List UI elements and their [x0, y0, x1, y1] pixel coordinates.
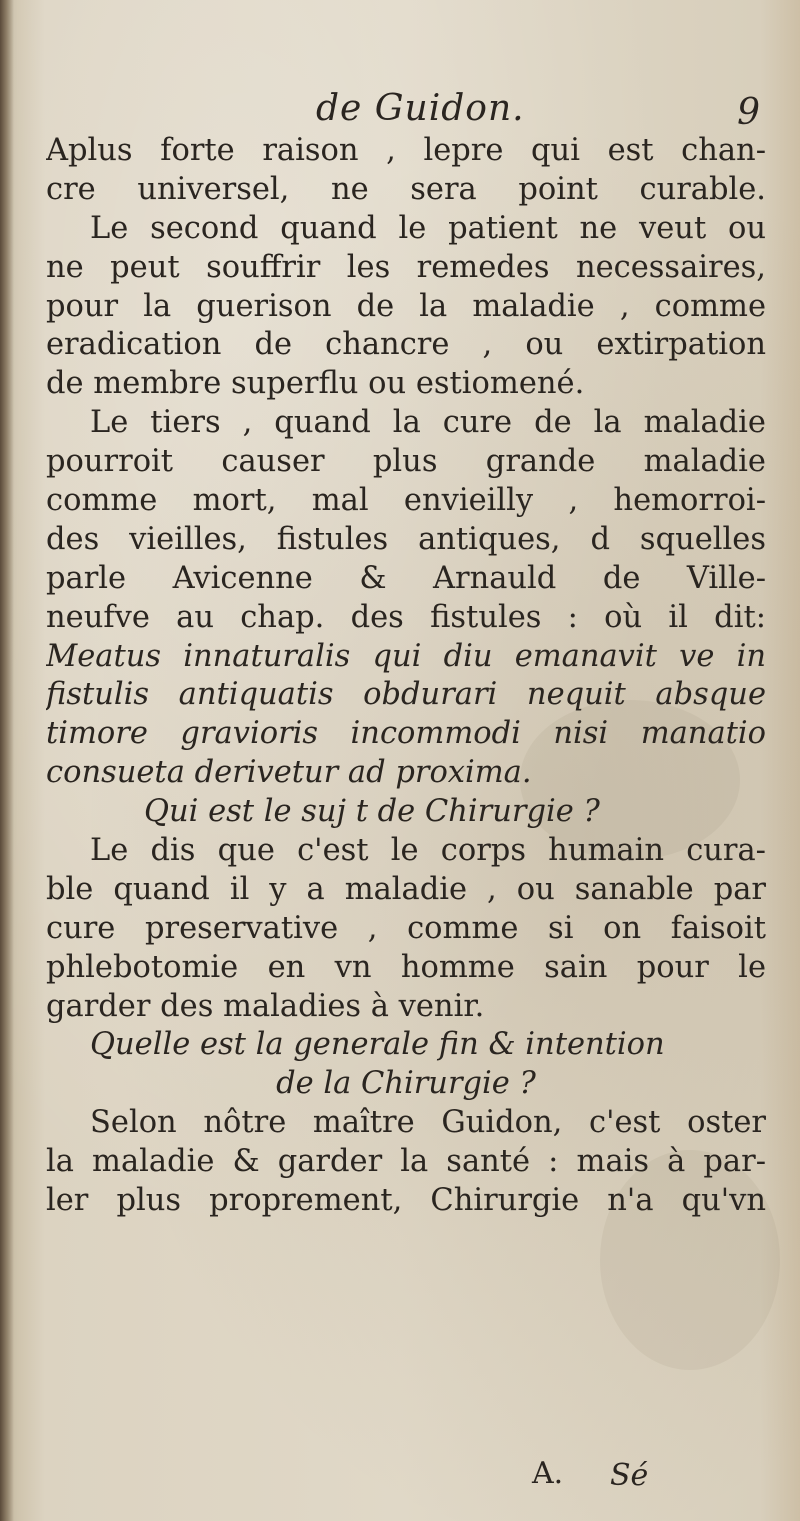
text-line: garder des maladies à venir.	[46, 988, 485, 1024]
text-line: Le tiers , quand la cure de la maladie	[90, 405, 766, 441]
text-line: Selon nôtre maître Guidon, c'est oster	[90, 1105, 766, 1141]
catchword: Sé	[610, 1458, 649, 1493]
body-text	[46, 132, 766, 1221]
dropcap: A	[46, 133, 69, 168]
text-line: la maladie & garder la santé : mais à par-	[46, 1144, 766, 1180]
text-line: cure preservative , comme si on faisoit	[46, 910, 766, 946]
text-line: des vieilles, fistules antiques, d squelles	[46, 521, 766, 557]
text-line: ne peut souffrir les remedes necessaires,	[46, 249, 766, 285]
text-line: pourroit causer plus grande maladie	[46, 444, 766, 480]
latin-quote-line: timore gravioris incommodi nisi manatio	[46, 716, 766, 752]
text-line: cre universel, ne sera point curable.	[46, 171, 766, 207]
page-number: 9	[737, 92, 760, 133]
text-line: de membre superflu ou estiomené.	[46, 366, 585, 402]
page-header	[0, 88, 800, 138]
question-heading: Qui est le suj t de Chirurgie ?	[144, 794, 600, 830]
text-line-content: plus forte raison , lepre qui est chan-	[68, 133, 766, 168]
question-heading: de la Chirurgie ?	[276, 1066, 536, 1102]
page-footer	[0, 1456, 800, 1496]
text-line: Le second quand le patient ne veut ou	[90, 210, 766, 246]
latin-quote-line: Meatus innaturalis qui diu emanavit ve in	[46, 638, 766, 674]
text-line: comme mort, mal envieilly , hemorroi-	[46, 483, 766, 519]
text-line: ler plus proprement, Chirurgie n'a qu'vn	[46, 1183, 766, 1219]
page-gutter	[0, 0, 14, 1521]
latin-quote-line: fistulis antiquatis obdurari nequit absque	[46, 677, 766, 713]
text-line: pour la guerison de la maladie , comme	[46, 288, 766, 324]
running-head: de Guidon.	[316, 88, 525, 129]
question-heading: Quelle est la generale fin & intention	[90, 1027, 665, 1063]
signature-mark: A.	[532, 1456, 564, 1491]
text-line: Le dis que c'est le corps humain cura-	[90, 833, 766, 869]
text-line	[46, 132, 766, 171]
latin-quote-line: consueta derivetur ad proxima.	[46, 755, 532, 791]
text-line: eradication de chancre , ou extirpation	[46, 327, 766, 363]
text-line: ble quand il y a maladie , ou sanable par	[46, 871, 766, 907]
text-line: neufve au chap. des fistules : où il dit:	[46, 599, 766, 635]
text-line: parle Avicenne & Arnauld de Ville-	[46, 560, 766, 596]
text-line: phlebotomie en vn homme sain pour le	[46, 949, 766, 985]
